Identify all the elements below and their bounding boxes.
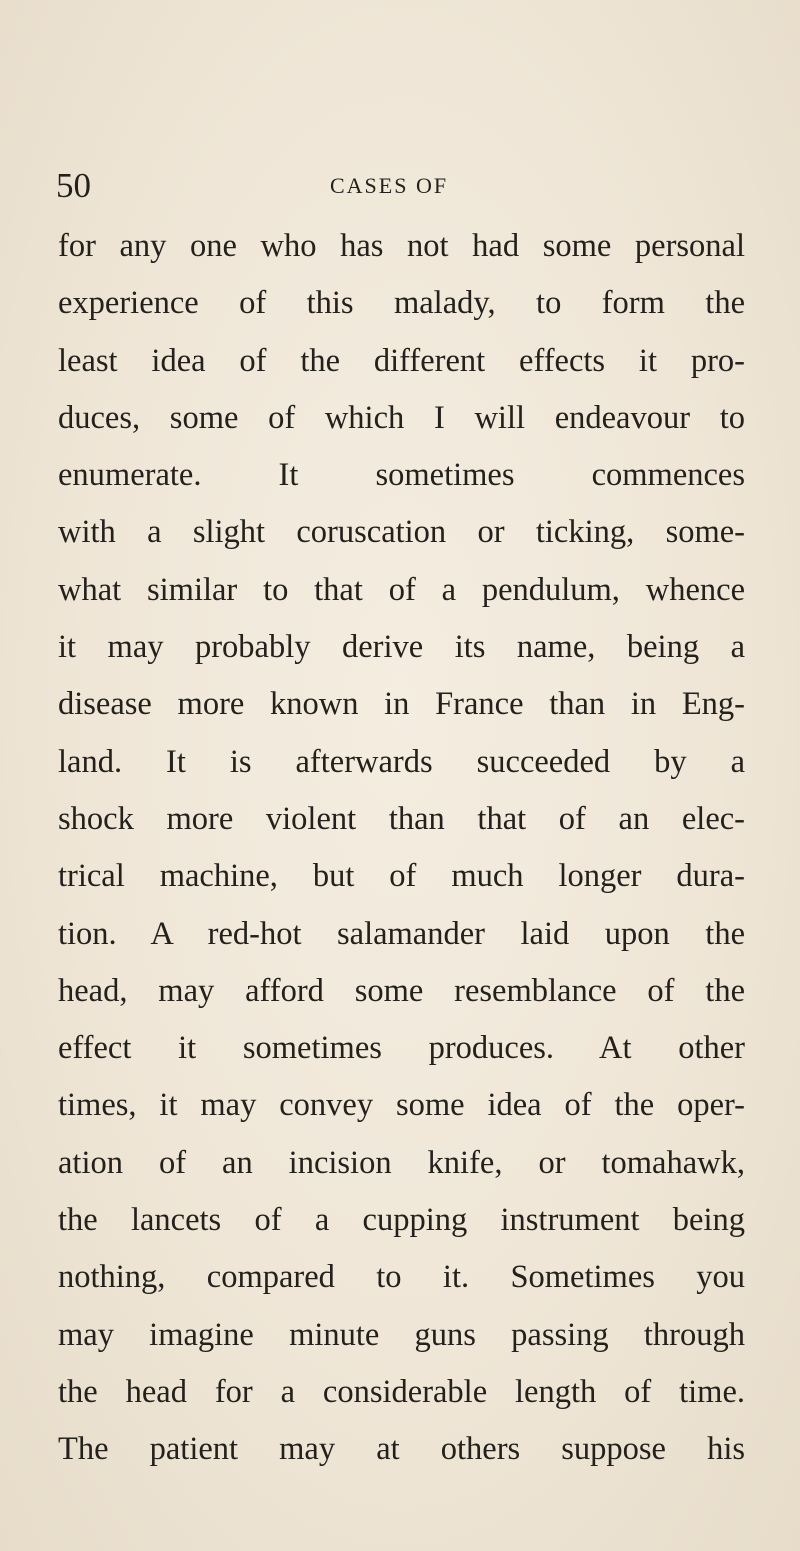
text-line: tion. A red-hot salamander laid upon the [58, 915, 745, 952]
text-line: disease more known in France than in Eng- [58, 686, 745, 723]
text-line: what similar to that of a pendulum, whence [58, 571, 745, 608]
page-number: 50 [56, 166, 91, 205]
page-header [56, 166, 756, 206]
text-line: may imagine minute guns passing through [58, 1316, 745, 1353]
text-line: nothing, compared to it. Sometimes you [58, 1259, 745, 1296]
text-line: duces, some of which I will endeavour to [58, 399, 745, 436]
text-line: ation of an incision knife, or tomahawk, [58, 1144, 745, 1181]
text-line: with a slight coruscation or ticking, some- [58, 514, 745, 551]
text-line: it may probably derive its name, being a [58, 629, 745, 666]
body-text [58, 218, 745, 1479]
text-line: times, it may convey some idea of the oper- [58, 1087, 745, 1124]
text-line: enumerate. It sometimes commences [58, 457, 745, 494]
text-line: for any one who has not had some personal [58, 228, 745, 264]
text-line: The patient may at others suppose his [58, 1431, 745, 1468]
text-line: shock more violent than that of an elec- [58, 800, 745, 837]
text-line: least idea of the different effects it pro- [58, 342, 745, 379]
text-line: trical machine, but of much longer dura- [58, 858, 745, 895]
text-line: the head for a considerable length of time. [58, 1373, 745, 1410]
text-line: head, may afford some resemblance of the [58, 972, 745, 1009]
text-line: experience of this malady, to form the [58, 285, 745, 322]
text-line: effect it sometimes produces. At other [58, 1030, 745, 1067]
text-line: the lancets of a cupping instrument being [58, 1202, 745, 1239]
running-head: CASES OF [330, 173, 449, 198]
text-line: land. It is afterwards succeeded by a [58, 743, 745, 780]
